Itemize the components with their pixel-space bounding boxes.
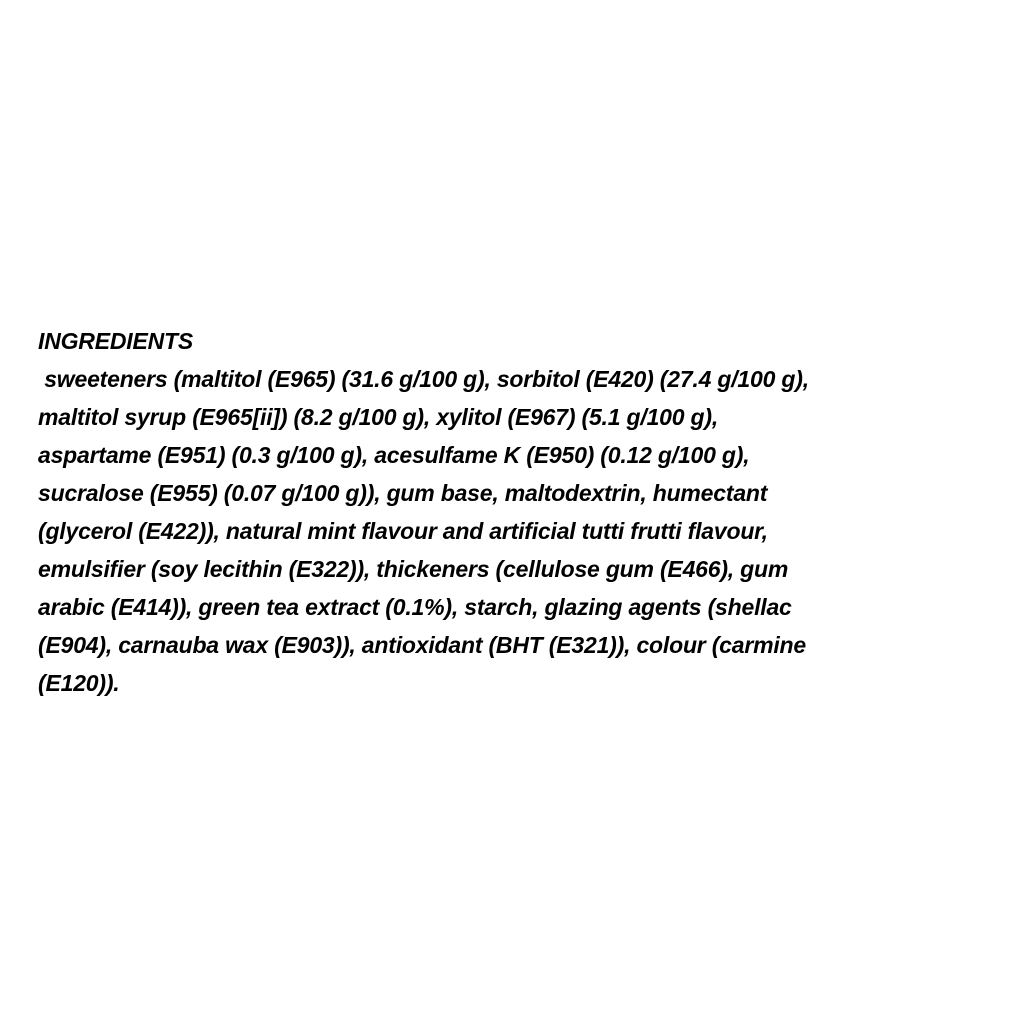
ingredients-line: maltitol syrup (E965[ii]) (8.2 g/100 g), xylitol (E967) (5.1 g/100 g),: [38, 404, 719, 430]
ingredients-line: emulsifier (soy lecithin (E322)), thickeners (cellulose gum (E466), gum: [38, 556, 789, 582]
ingredients-line: (E120)).: [38, 670, 120, 696]
ingredients-line: sweeteners (maltitol (E965) (31.6 g/100 g), sorbitol (E420) (27.4 g/100 g),: [38, 366, 809, 392]
ingredients-label: [38, 322, 1008, 702]
ingredients-line: (E904), carnauba wax (E903)), antioxidant (BHT (E321)), colour (carmine: [38, 632, 807, 658]
ingredients-line: sucralose (E955) (0.07 g/100 g)), gum base, maltodextrin, humectant: [38, 480, 768, 506]
ingredients-text: [38, 360, 1008, 702]
ingredients-line: (glycerol (E422)), natural mint flavour and artificial tutti frutti flavour,: [38, 518, 768, 544]
ingredients-line: aspartame (E951) (0.3 g/100 g), acesulfame K (E950) (0.12 g/100 g),: [38, 442, 750, 468]
ingredients-line: arabic (E414)), green tea extract (0.1%), starch, glazing agents (shellac: [38, 594, 792, 620]
ingredients-heading: INGREDIENTS: [38, 328, 193, 354]
